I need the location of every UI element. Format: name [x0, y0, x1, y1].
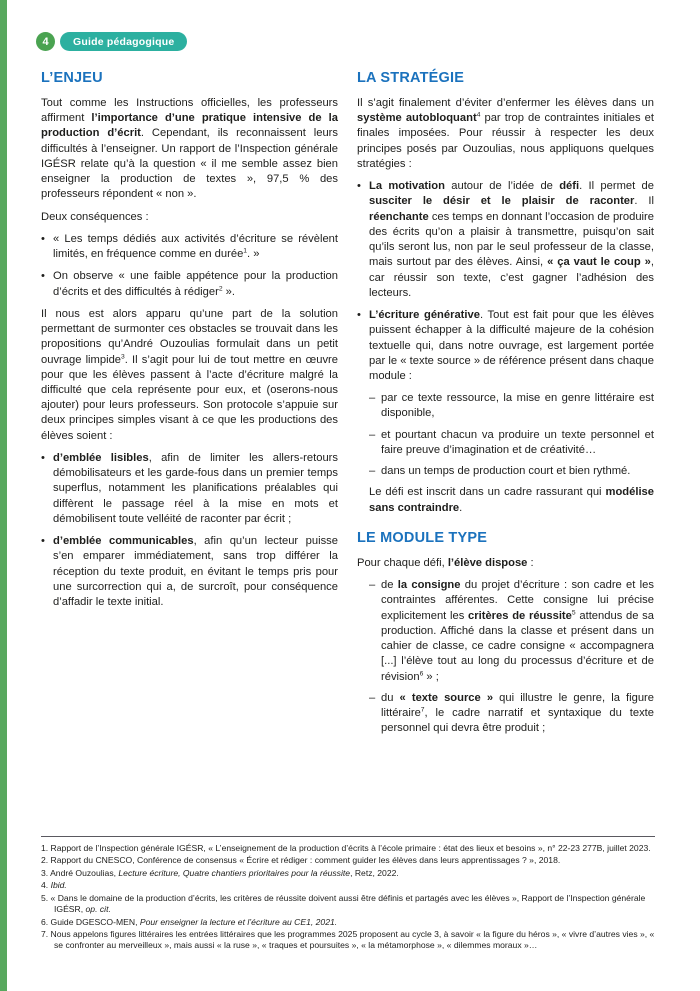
paragraph	[369, 485, 654, 515]
text-run: , le cadre narratif et syntaxique du texte personnel qui devra être produit ;	[381, 706, 654, 735]
footnote-item	[41, 917, 655, 928]
text-run: par ce texte ressource, la mise en genre littéraire est disponible,	[381, 392, 654, 420]
text-run: qui illustre le genre, la figure littéraire	[381, 691, 655, 719]
text-run: , Retz, 2022.	[350, 867, 399, 878]
footnote-ref: 3	[121, 352, 125, 360]
text-run: :	[527, 556, 534, 569]
text-run: Pour chaque défi,	[357, 556, 448, 569]
dash-item	[369, 428, 654, 458]
text-run: , afin de limiter les allers-retours démobilisateurs et les garde-fous dans un premier temps superflus, notamment les planifications préalables qui diffèrent le passage réel à la mise en mots et démobilisent toute velléité de raconter par écrit ;	[53, 451, 339, 525]
bold-text: d’emblée communicables	[53, 535, 194, 548]
bullet-marker: •	[357, 180, 361, 193]
text-run: . »	[247, 248, 260, 261]
text-run: dans un temps de production court et bien rythmé.	[381, 465, 631, 478]
text-run: ».	[222, 285, 236, 298]
bullet-marker: •	[41, 270, 45, 283]
dash-marker: –	[369, 579, 376, 592]
italic-text: Ibid.	[50, 880, 67, 891]
bullet-item	[41, 451, 338, 527]
footnote-ref: 4	[476, 111, 481, 119]
bold-text: modélise sans contraindre	[369, 486, 654, 514]
item-text	[369, 308, 654, 384]
dash-item	[369, 391, 654, 421]
bold-text: « texte source »	[399, 691, 494, 704]
text-run: Tout comme les Instructions officielles, les professeurs affirment	[41, 97, 338, 125]
left-column	[41, 70, 338, 617]
bullet-marker: •	[41, 451, 45, 464]
page-number-badge: 4	[36, 32, 55, 51]
guide-badge: Guide pédagogique	[60, 32, 187, 51]
text-run: 2. Rapport du CNESCO, Conférence de consensus « Écrire et rédiger : comment guider les élèves dans leurs apprentissages ? », 2018.	[41, 855, 561, 866]
bullet-item	[357, 179, 654, 301]
bullet-item	[41, 534, 338, 610]
dash-item	[369, 578, 654, 685]
text-run: ces temps en donnant l’occasion de produire des écrits qu’on a plaisir à transmettre, puisqu’on sait qu’ils seront lus, non par le seul professeur de la classe, mais surtout par des élèves. Ainsi,	[369, 210, 654, 269]
bullet-marker: •	[357, 309, 361, 322]
bold-text: la consigne	[397, 579, 461, 592]
text-run: 5. « Dans le domaine de la production d’écrits, les critères de réussite doivent aussi être définis et partagés avec les élèves », Rapport de l’Inspection générale IGÉSR,	[41, 892, 646, 915]
text-run: .	[459, 501, 463, 514]
text-run: Le défi est inscrit dans un cadre rassurant qui	[369, 486, 606, 499]
item-text	[53, 232, 338, 262]
item-text	[369, 179, 654, 301]
paragraph	[41, 96, 338, 203]
text-run: , afin qu’un lecteur puisse s’en emparer immédiatement, sans trop différer la réception du texte produit, en évitant le temps pris pour une surcorrection qui a, de surcroît, pour conséquence d’affadir le texte initial.	[53, 535, 338, 609]
bullet-item	[357, 308, 654, 384]
bold-text: L’écriture générative	[369, 309, 480, 322]
text-run: attendus de sa production. Affiché dans la classe et présent dans un cahier de classe, ce cadre consigne « accompagnera [...] l’élève tout au long du processus d’écriture et de révision	[381, 609, 654, 683]
footnote-divider	[41, 836, 655, 837]
page-header	[36, 32, 187, 51]
paragraph	[357, 556, 654, 571]
section-heading: LE MODULE TYPE	[357, 529, 488, 546]
text-run: , car réussir son texte, c’est gagner l’adhésion des lecteurs.	[369, 256, 654, 299]
italic-text: op. cit.	[85, 904, 111, 915]
item-text	[53, 269, 338, 299]
footnotes-section	[41, 836, 655, 953]
footnote-ref: 5	[571, 608, 576, 616]
text-run: Il s’agit finalement d’éviter d’enfermer les élèves dans un	[357, 97, 654, 109]
text-run: Il nous est alors apparu qu’une part de la solution permettant de surmonter ces obstacles se trouvait dans les propositions qu’André Ouzoulias formulait dans un petit ouvrage limpide	[41, 307, 338, 366]
text-run: et pourtant chacun va produire un texte personnel et faire preuve d’imagination et de créativité…	[381, 428, 654, 456]
bold-text: La motivation	[369, 180, 445, 193]
footnote-ref: 6	[419, 669, 424, 677]
text-run: « Les temps dédiés aux activités d’écriture se révèlent limités, en fréquence comme en durée	[53, 232, 338, 261]
text-run: 4.	[41, 880, 51, 891]
text-run: 1. Rapport de l’Inspection générale IGÉSR, « L’enseignement de la production d’écrits à l’école primaire : état des lieux et besoins », n° 22-23 277B, juillet 2023.	[41, 843, 651, 853]
text-run: . Il permet de	[579, 180, 654, 193]
text-run: » ;	[423, 670, 439, 683]
paragraph	[41, 210, 338, 225]
text-run: du projet d’écriture : son cadre et les contraintes afférentes. Cette consigne lui précise explicitement les	[381, 579, 654, 622]
footnote-ref: 7	[420, 706, 425, 714]
text-run: . Cependant, ils reconnaissent leurs difficultés à l’enseigner. Un rapport de l’Inspection générale IGÉSR relate qu’à la question « il me semble assez bien enseigner la production de textes », 97,5 % des professeurs répondent « non ».	[41, 127, 339, 201]
text-run: par trop de contraintes initiales et finales imposées. Pour réussir à respecter les deux principes posés par Ouzoulias, nous appliquons quelques stratégies :	[357, 112, 655, 170]
footnote-list	[41, 843, 655, 952]
dash-marker: –	[369, 428, 376, 441]
italic-text: Pour enseigner la lecture et l’écriture au CE1, 2021.	[139, 916, 338, 927]
right-column	[357, 70, 654, 742]
footnote-item	[41, 880, 655, 891]
footnote-ref: 2	[218, 284, 223, 292]
bold-text: « ça vaut le coup »	[547, 256, 651, 269]
section-heading: L’ENJEU	[41, 70, 103, 86]
footnote-item	[41, 893, 655, 916]
bullet-item	[41, 232, 338, 262]
left-accent-bar	[0, 0, 7, 991]
bullet-item	[41, 269, 338, 299]
item-text	[53, 534, 338, 610]
bold-text: d’emblée lisibles	[53, 451, 149, 464]
footnote-ref: 1	[243, 247, 248, 255]
bullet-marker: •	[41, 232, 45, 245]
text-run: 3. André Ouzoulias,	[41, 867, 119, 878]
text-run: de	[381, 579, 398, 592]
bold-text: système autobloquant	[357, 112, 477, 125]
bold-text: critères de réussite	[468, 609, 572, 622]
text-run: . Il	[634, 195, 654, 208]
bold-text: l’importance d’une pratique intensive de la production d’écrit	[41, 112, 338, 140]
bold-text: susciter le désir et le plaisir de raconter	[369, 195, 635, 208]
paragraph	[357, 96, 654, 172]
dash-marker: –	[369, 691, 376, 704]
footnote-item	[41, 855, 655, 866]
text-run: Deux conséquences :	[41, 210, 149, 223]
dash-item	[369, 464, 654, 479]
bold-text: défi	[559, 180, 580, 193]
bold-text: réenchante	[369, 210, 429, 223]
paragraph	[41, 307, 338, 444]
footnote-item	[41, 929, 655, 952]
item-text	[53, 451, 338, 527]
item-text	[381, 691, 654, 737]
item-text	[381, 428, 654, 458]
section-heading: LA STRATÉGIE	[357, 70, 465, 86]
dash-marker: –	[369, 392, 376, 405]
dash-marker: –	[369, 465, 376, 478]
item-text	[381, 391, 654, 421]
text-run: . Il s’agit pour lui de tout mettre en œuvre pour que les élèves passent à l’acte d’écriture malgré la difficulté que cela représente pour eux, et (oserons-nous ajouter) pour leurs professeurs. Son protocole s’appuie sur deux principes simples visant à ce que les productions des élèves soient :	[41, 353, 338, 442]
footnote-item	[41, 843, 655, 854]
bold-text: l’élève dispose	[447, 556, 528, 569]
bullet-marker: •	[41, 535, 45, 548]
footnote-item	[41, 868, 655, 879]
text-run: du	[381, 691, 400, 704]
text-run: 6. Guide DGESCO-MEN,	[41, 916, 140, 927]
italic-text: Lecture écriture, Quatre chantiers prioritaires pour la réussite	[118, 867, 351, 878]
text-run: autour de l’idée de	[444, 180, 560, 193]
text-run: . Tout est fait pour que les élèves puissent échapper à la difficulté majeure de la cohésion textuelle qui, dans notre ouvrage, est largement portée par le « texte source » de référence présent dans chaque module :	[369, 309, 654, 382]
text-run: On observe « une faible appétence pour la production d’écrits et des difficultés à rédiger	[53, 270, 338, 298]
dash-item	[369, 691, 654, 737]
text-run: 7. Nous appelons figures littéraires les entrées littéraires que les programmes 2025 proposent au cycle 3, à savoir « la figure du héros », « vivre d’autres vies », « se confronter au merveilleux », mais aussi « la ruse », « traques et poursuites », « la métamorphose », « dilemmes moraux »…	[41, 928, 655, 951]
item-text	[381, 464, 654, 479]
item-text	[381, 578, 654, 685]
